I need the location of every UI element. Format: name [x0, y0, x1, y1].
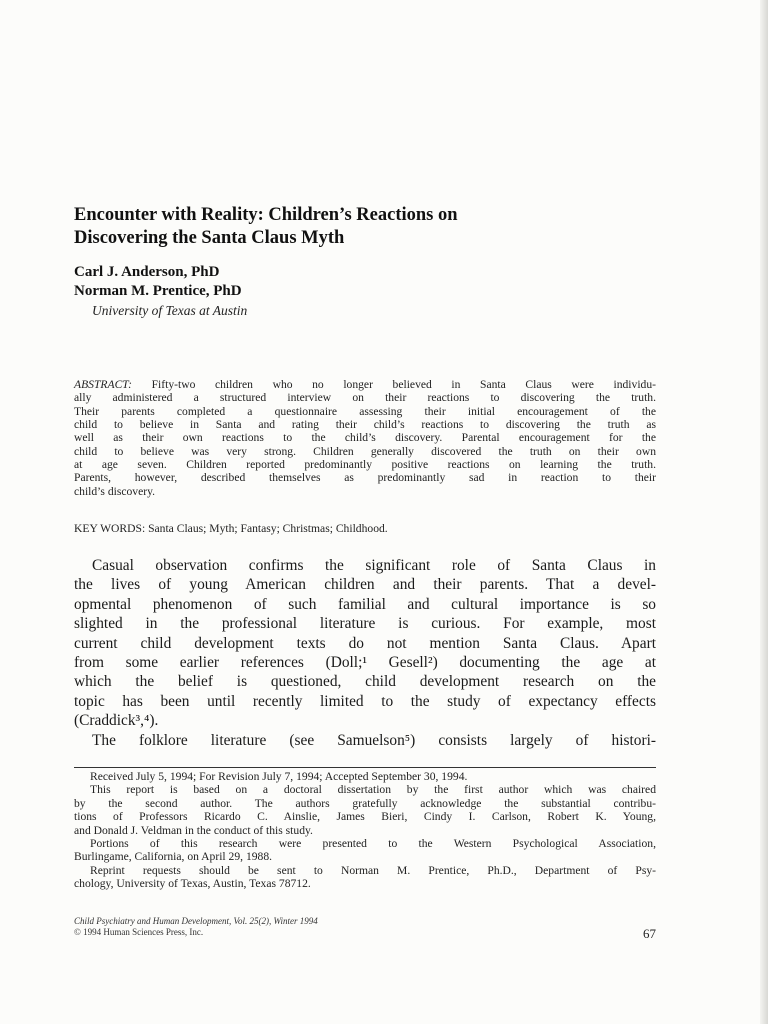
- body-text: [74, 556, 656, 750]
- abstract-line: Their parents completed a questionnaire assessing their initial encouragement of the: [74, 404, 656, 418]
- footnote-received: Received July 5, 1994; For Revision July 7, 1994; Accepted September 30, 1994.: [90, 770, 468, 783]
- author-name: Norman M. Prentice, PhD: [74, 283, 242, 299]
- author-name: Carl J. Anderson, PhD: [74, 264, 220, 280]
- abstract-line: child to believe was very strong. Children generally discovered the truth on their own: [74, 444, 656, 458]
- abstract-line: Parents, however, described themselves as predominantly sad in reaction to their: [74, 471, 656, 485]
- footnote-line: Reprint requests should be sent to Norman M. Prentice, Ph.D., Department of Psy-: [90, 863, 656, 877]
- footnote-line: by the second author. The authors gratefully acknowledge the substantial contribu-: [74, 796, 656, 810]
- footnote-line: Burlingame, California, on April 29, 1988.: [74, 850, 273, 864]
- journal-name: Child Psychiatry and Human Development, Vol. 25(2), Winter 1994: [74, 916, 318, 926]
- footnote-rule: [74, 767, 656, 768]
- abstract-label: ABSTRACT:: [74, 378, 132, 391]
- abstract-line: ABSTRACT: Fifty-two children who no longer believed in Santa Claus were individu-: [74, 378, 657, 391]
- title-line: Encounter with Reality: Children’s Reactions on: [74, 205, 458, 225]
- body-line: slighted in the professional literature is curious. For example, most: [74, 615, 656, 633]
- abstract: [74, 378, 656, 498]
- abstract-line: well as their own reactions to the child’s discovery. Parental encouragement for the: [74, 431, 656, 445]
- body-line: current child development texts do not mention Santa Claus. Apart: [74, 634, 656, 652]
- abstract-line: child’s discovery.: [74, 484, 156, 498]
- body-line: the lives of young American children and their parents. That a devel-: [74, 576, 656, 594]
- page-edge-shadow: [760, 0, 768, 1024]
- footnotes: [74, 770, 656, 891]
- title-line: Discovering the Santa Claus Myth: [74, 228, 345, 248]
- journal-citation: [74, 916, 318, 938]
- abstract-line: child to believe in Santa and rating their child’s reactions to discovering the truth as: [74, 418, 656, 432]
- copyright-notice: © 1994 Human Sciences Press, Inc.: [74, 927, 204, 937]
- body-line: topic has been until recently limited to the study of expectancy effects: [74, 692, 656, 710]
- body-line: which the belief is questioned, child development research on the: [74, 673, 656, 691]
- body-line: Casual observation confirms the significant role of Santa Claus in: [92, 557, 656, 574]
- footnote-line: This report is based on a doctoral dissertation by the first author which was chaired: [90, 783, 656, 797]
- body-line: (Craddick³,⁴).: [74, 712, 159, 730]
- body-line: The folklore literature (see Samuelson⁵) consists largely of histori-: [92, 731, 656, 749]
- footnote-line: chology, University of Texas, Austin, Texas 78712.: [74, 877, 311, 891]
- footnote-line: Portions of this research were presented to the Western Psychological Association,: [90, 837, 656, 851]
- author-affiliation: University of Texas at Austin: [92, 303, 248, 318]
- body-line: opmental phenomenon of such familial and cultural importance is so: [74, 595, 656, 613]
- footnote-line: tions of Professors Ricardo C. Ainslie, James Bieri, Cindy I. Carlson, Robert K. Young,: [74, 810, 656, 824]
- keywords: KEY WORDS: Santa Claus; Myth; Fantasy; Christmas; Childhood.: [74, 522, 388, 535]
- abstract-line: at age seven. Children reported predominantly positive reactions on learning the truth.: [74, 458, 656, 472]
- page-number: 67: [643, 926, 656, 941]
- article-title: [74, 204, 674, 250]
- body-line: from some earlier references (Doll;¹ Gesell²) documenting the age at: [74, 654, 656, 672]
- abstract-line: ally administered a structured interview on their reactions to discovering the truth.: [74, 391, 656, 405]
- footnote-line: and Donald J. Veldman in the conduct of this study.: [74, 823, 313, 837]
